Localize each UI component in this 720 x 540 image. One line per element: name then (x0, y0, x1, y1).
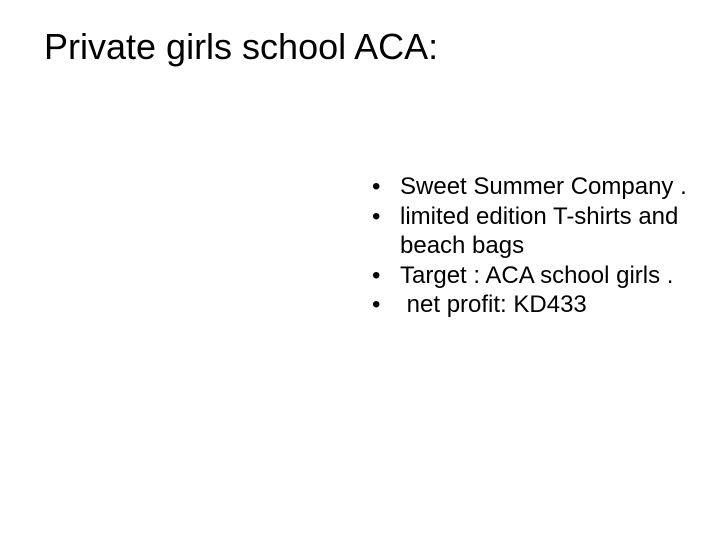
slide-title: Private girls school ACA: (44, 26, 439, 67)
bullet-icon: • (372, 202, 381, 230)
list-item (372, 261, 692, 291)
bullet-icon: • (372, 291, 381, 318)
list-item (372, 290, 692, 320)
bullet-text: Target : ACA school girls . (400, 261, 674, 289)
bullet-list (372, 172, 692, 320)
bullet-text: net profit: KD433 (400, 291, 587, 318)
list-item (372, 172, 692, 202)
bullet-icon: • (372, 261, 381, 289)
bullet-text: Sweet Summer Company . (400, 173, 687, 200)
list-item (372, 202, 692, 261)
bullet-icon: • (372, 173, 381, 200)
bullet-text: limited edition T-shirts and beach bags (400, 202, 679, 259)
